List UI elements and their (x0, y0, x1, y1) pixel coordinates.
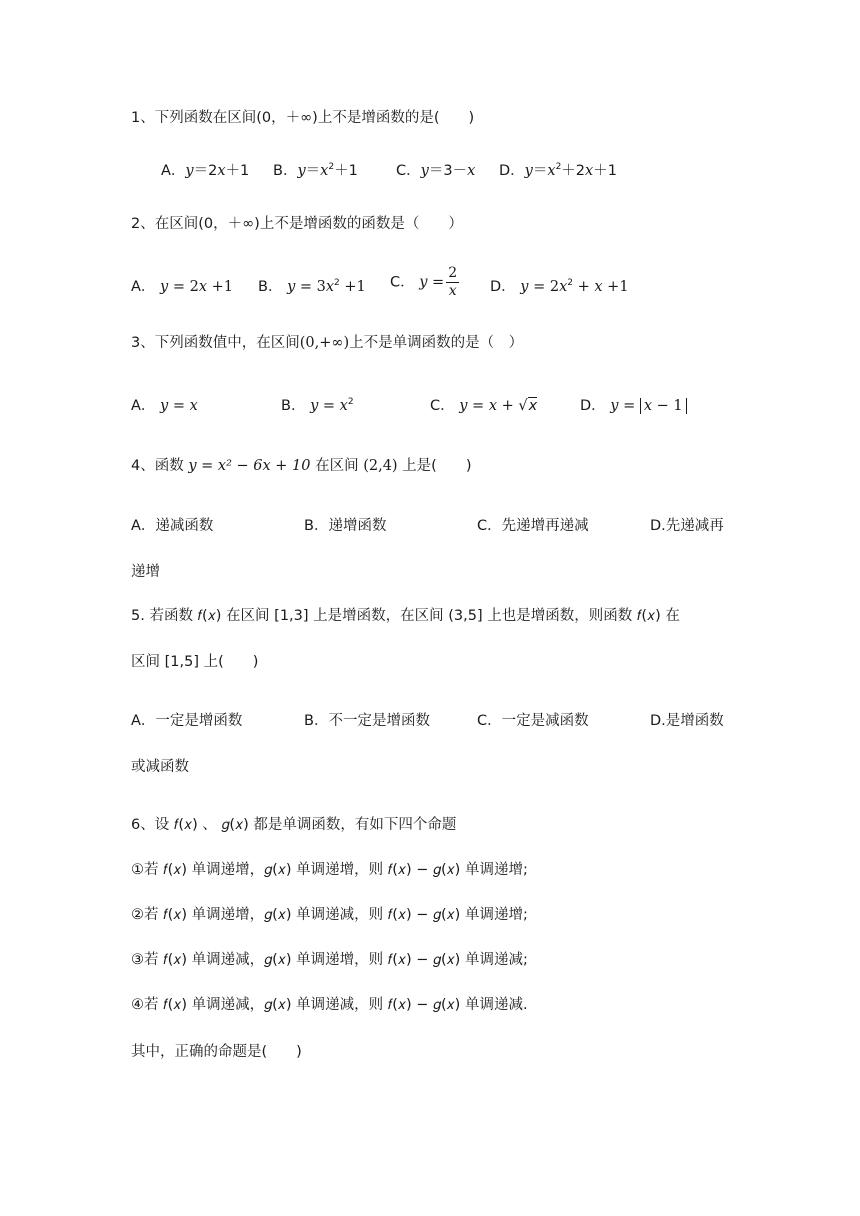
q3-option-b: B． $y = x^2$ (281, 397, 354, 414)
q4-option-c: C．先递增再递减 (477, 518, 589, 534)
q5-option-d: D.是增函数 (650, 713, 724, 729)
q1-option-d: D．$y=x^2+2x+1$ (499, 162, 617, 179)
q6-final-question: 其中，正确的命题是( ) (131, 1044, 302, 1060)
q4-function: y = x² − 6x + 10 (188, 458, 311, 474)
q5-option-a: A．一定是增函数 (131, 713, 243, 729)
q1-option-a: A．y＝2x＋1 (161, 163, 250, 179)
q3-option-d: D． y = x − 1 (580, 396, 687, 416)
q1-stem: 1、下列函数在区间(0，＋∞)上不是增函数的是( ) (131, 110, 475, 126)
q6-proposition-4: ④若 𝑓(𝑥) 单调递减，𝑔(𝑥) 单调递减，则 𝑓(𝑥) − 𝑔(𝑥) 单调递减. (131, 997, 528, 1013)
q4-option-d: D.先递减再 (650, 518, 724, 534)
q3-stem: 3、下列函数值中，在区间(0,+∞)上不是单调函数的是（ ） (131, 335, 524, 351)
q5-option-d-continued: 或减函数 (131, 759, 189, 775)
q5-stem-line1: 5. 若函数 𝑓(𝑥) 在区间 [1,3] 上是增函数，在区间 (3,5] 上也是增函数，则函数 𝑓(𝑥) 在 (131, 608, 680, 624)
q4-option-b: B．递增函数 (304, 518, 387, 534)
q4-option-d-continued: 递增 (131, 564, 160, 580)
q2-option-a: A． y = 2x +1 (131, 279, 233, 295)
q2-stem: 2、在区间(0，＋∞)上不是增函数的函数是（ ） (131, 216, 463, 232)
q2-option-b: B． $y = 3x^2 +1$ (258, 278, 366, 295)
q5-stem-line2: 区间 [1,5] 上( ) (131, 654, 259, 670)
q3-interval: (0,+∞) (299, 335, 350, 351)
q1-option-c: C．y＝3－x (396, 163, 476, 179)
q4-option-a: A．递减函数 (131, 518, 214, 534)
q2-option-c: C． y = $\frac{2}{x}$ (390, 265, 458, 299)
q6-stem: 6、设 𝑓(𝑥) 、 𝑔(𝑥) 都是单调函数，有如下四个命题 (131, 817, 457, 833)
q1-option-b: B．$y=x^2+1$ (273, 162, 358, 179)
q6-proposition-1: ①若 𝑓(𝑥) 单调递增，𝑔(𝑥) 单调递增，则 𝑓(𝑥) − 𝑔(𝑥) 单调递增; (131, 862, 528, 878)
q5-option-c: C．一定是减函数 (477, 713, 589, 729)
q6-proposition-3: ③若 𝑓(𝑥) 单调递减，𝑔(𝑥) 单调递增，则 𝑓(𝑥) − 𝑔(𝑥) 单调递减; (131, 952, 528, 968)
q3-option-c: C． y = x + √x (430, 398, 538, 414)
q4-stem: 4、函数 y = x² − 6x + 10 在区间 (2,4) 上是( ) (131, 458, 472, 474)
q6-proposition-2: ②若 𝑓(𝑥) 单调递增，𝑔(𝑥) 单调递减，则 𝑓(𝑥) − 𝑔(𝑥) 单调递增; (131, 907, 528, 923)
q5-option-b: B．不一定是增函数 (304, 713, 430, 729)
q2-option-d: D． $y = 2x^2 + x +1$ (490, 278, 629, 295)
q3-option-a: A． y = x (131, 398, 198, 414)
